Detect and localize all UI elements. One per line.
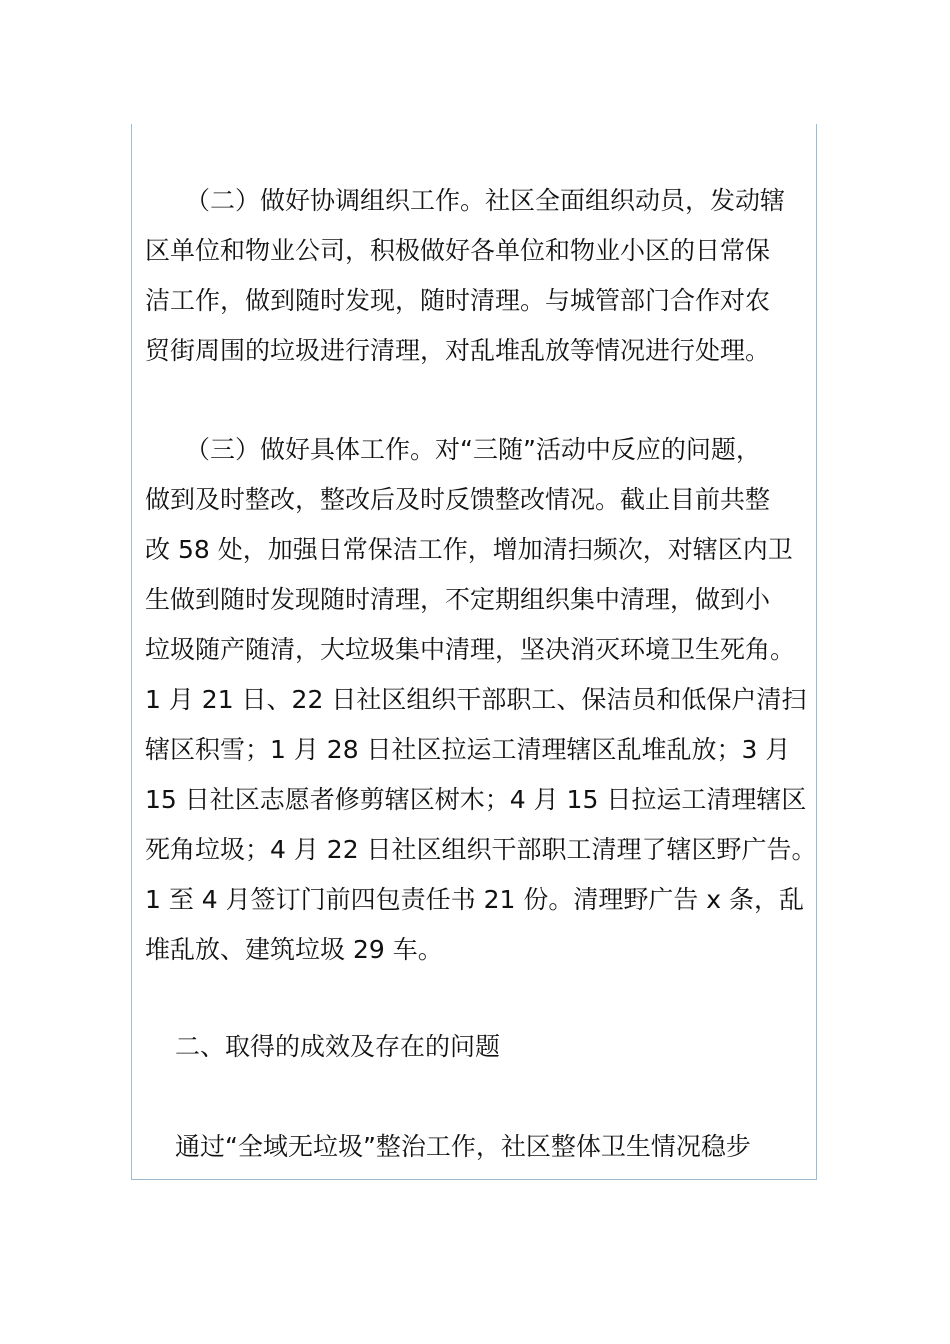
- text-line: 堆乱放、建筑垃圾 29 车。: [145, 935, 443, 964]
- text-line: 1 月 21 日、22 日社区组织干部职工、保洁员和低保户清扫: [145, 685, 807, 714]
- section-heading-text: 二、取得的成效及存在的问题: [175, 1032, 501, 1061]
- text-line: 做到及时整改，整改后及时反馈整改情况。截止目前共整: [145, 485, 771, 514]
- text-line: （三）做好具体工作。对“三随”活动中反应的问题，: [185, 435, 761, 464]
- text-line: 15 日社区志愿者修剪辖区树木；4 月 15 日拉运工清理辖区: [145, 785, 807, 814]
- text-line: 洁工作，做到随时发现，随时清理。与城管部门合作对农: [145, 286, 771, 315]
- text-line: 改 58 处，加强日常保洁工作，增加清扫频次，对辖区内卫: [145, 535, 793, 564]
- text-line: 贸街周围的垃圾进行清理，对乱堆乱放等情况进行处理。: [145, 336, 771, 365]
- text-line: 通过“全域无垃圾”整治工作，社区整体卫生情况稳步: [175, 1132, 751, 1161]
- text-line: 区单位和物业公司，积极做好各单位和物业小区的日常保: [145, 236, 771, 265]
- text-line: 垃圾随产随清，大垃圾集中清理，坚决消灭环境卫生死角。: [145, 635, 796, 664]
- text-line: （二）做好协调组织工作。社区全面组织动员，发动辖: [185, 186, 786, 215]
- section-heading: [145, 1022, 805, 1072]
- paragraph-results: [145, 1122, 805, 1172]
- paragraph-specific-work: [145, 425, 817, 975]
- paragraph-coordination-work: [145, 176, 805, 376]
- text-line: 死角垃圾；4 月 22 日社区组织干部职工清理了辖区野广告。: [145, 835, 817, 864]
- text-line: 1 至 4 月签订门前四包责任书 21 份。清理野广告 x 条，乱: [145, 885, 805, 914]
- text-line: 辖区积雪；1 月 28 日社区拉运工清理辖区乱堆乱放；3 月: [145, 735, 791, 764]
- text-line: 生做到随时发现随时清理，不定期组织集中清理，做到小: [145, 585, 771, 614]
